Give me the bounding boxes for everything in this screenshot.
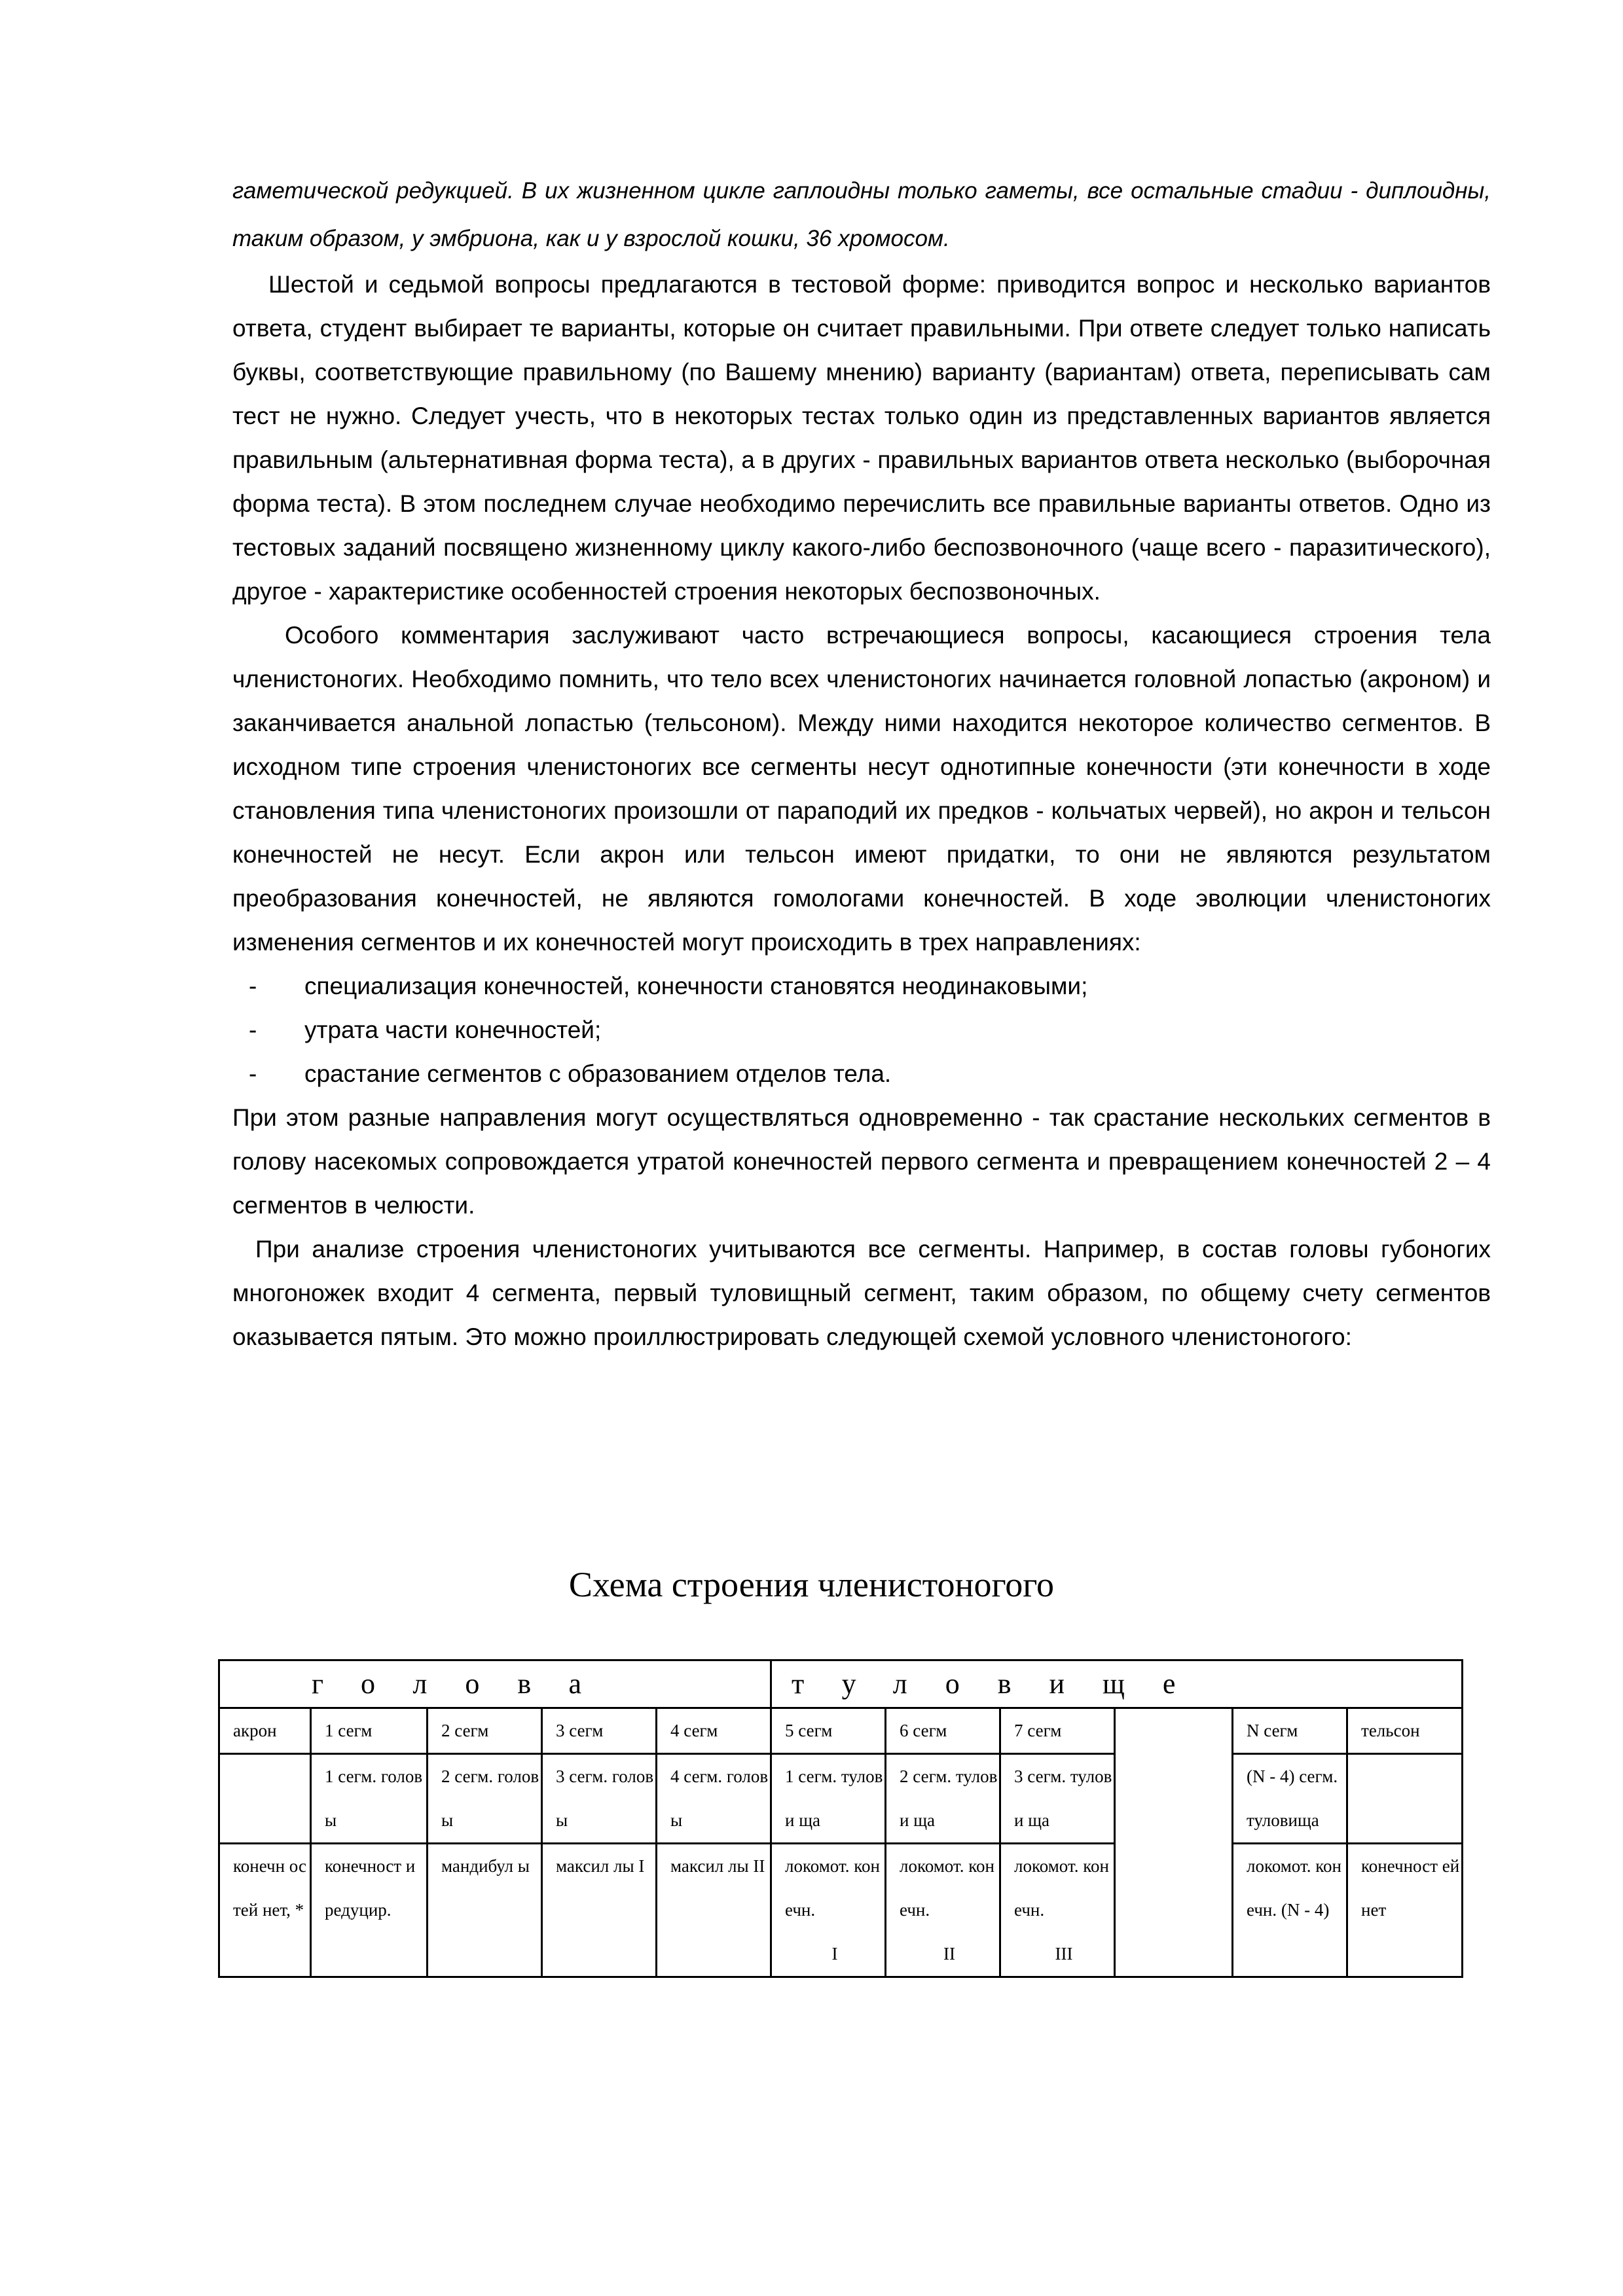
list-item — [232, 1008, 1491, 1052]
table-row-sections — [219, 1660, 1463, 1708]
table-cell: конечн остей нет, * — [219, 1844, 311, 1977]
list-item — [232, 964, 1491, 1008]
table-cell — [219, 1754, 311, 1844]
list-item — [232, 1052, 1491, 1096]
directions-list — [232, 964, 1491, 1096]
paragraph-tests: Шестой и седьмой вопросы предлагаются в тестовой форме: приводится вопрос и несколько вариантов ответа, студент выбирает те варианты, которые он считает правильными. При ответе следует только написать буквы, соответствующие правильному (по Вашему мнению) варианту (вариантам) ответа, переписывать сам тест не нужно. Следует учесть, что в некоторых тестах только один из представленных вариантов является правильным (альтернативная форма теста), а в других - правильных вариантов ответа несколько (выборочная форма теста). В этом последнем случае необходимо перечислить все правильные варианты ответов. Одно из тестовых заданий посвящено жизненному циклу какого-либо беспозвоночного (чаще всего - паразитического), другое - характеристике особенностей строения некоторых беспозвоночных. — [232, 271, 1491, 605]
table-cell: 1 сегм. головы — [311, 1754, 428, 1844]
table-cell: 7 сегм — [1000, 1708, 1115, 1754]
table-cell: акрон — [219, 1708, 311, 1754]
paragraph-intro: гаметической редукцией. В их жизненном цикле гаплоидны только гаметы, все остальные стадии - диплоидны, таким образом, у эмбриона, как и у взрослой кошки, 36 хромосом. — [232, 178, 1491, 251]
list-item-text: срастание сегментов с образованием отделов тела. — [304, 1060, 892, 1087]
table-cell: тельсон — [1347, 1708, 1463, 1754]
scheme-table — [218, 1659, 1463, 1978]
table-cell: локомот. конечн. (N - 4) — [1233, 1844, 1347, 1977]
table-cell: 2 сегм. головы — [428, 1754, 542, 1844]
table-cell: 3 сегм — [542, 1708, 657, 1754]
list-dash: - — [249, 973, 257, 999]
table-cell: 3 сегм. головы — [542, 1754, 657, 1844]
cell-text: локомот. конечн. — [1014, 1856, 1109, 1920]
table-cell — [1347, 1754, 1463, 1844]
scheme-title: Схема строения членистоногого — [568, 1565, 1055, 1604]
table-cell: 4 сегм — [657, 1708, 771, 1754]
table-cell: 1 сегм — [311, 1708, 428, 1754]
table-cell: N сегм — [1233, 1708, 1347, 1754]
table-row-limbs — [219, 1844, 1463, 1977]
table-cell — [886, 1844, 1000, 1977]
table-cell: 2 сегм. тулови ща — [886, 1754, 1000, 1844]
table-row-names — [219, 1754, 1463, 1844]
head-section-label: голова — [219, 1660, 771, 1708]
table-cell — [1000, 1844, 1115, 1977]
table-gap-cell — [1115, 1708, 1233, 1977]
table-cell: 3 сегм. тулови ща — [1000, 1754, 1115, 1844]
table-cell: 1 сегм. тулови ща — [771, 1754, 886, 1844]
cell-text: локомот. конечн. — [785, 1856, 880, 1920]
table-cell: конечност ей нет — [1347, 1844, 1463, 1977]
table-cell: 4 сегм. головы — [657, 1754, 771, 1844]
list-item-text: утрата части конечностей; — [304, 1016, 602, 1043]
table-row-segments — [219, 1708, 1463, 1754]
table-cell: мандибул ы — [428, 1844, 542, 1977]
paragraph-analysis: При анализе строения членистоногих учитываются все сегменты. Например, в состав головы губоногих многоножек входит 4 сегмента, первый туловищный сегмент, таким образом, по общему счету сегментов оказывается пятым. Это можно проиллюстрировать следующей схемой условного членистоногого: — [232, 1236, 1491, 1350]
list-dash: - — [249, 1060, 257, 1087]
table-cell: 6 сегм — [886, 1708, 1000, 1754]
body-text — [232, 167, 1491, 1359]
trunk-section-label: туловище — [771, 1660, 1463, 1708]
table-cell — [771, 1844, 886, 1977]
table-cell: 2 сегм — [428, 1708, 542, 1754]
table-cell: 5 сегм — [771, 1708, 886, 1754]
cell-roman-numeral: II — [943, 1944, 955, 1964]
table-cell: конечност и редуцир. — [311, 1844, 428, 1977]
table-cell: максил лы II — [657, 1844, 771, 1977]
cell-roman-numeral: I — [831, 1944, 838, 1964]
table-cell: (N - 4) сегм. туловища — [1233, 1754, 1347, 1844]
paragraph-simultaneous: При этом разные направления могут осуществляться одновременно - так срастание нескольких сегментов в голову насекомых сопровождается утратой конечностей первого сегмента и превращением конечностей 2 – 4 сегментов в челюсти. — [232, 1104, 1491, 1219]
table-cell: максил лы I — [542, 1844, 657, 1977]
cell-roman-numeral: III — [1055, 1944, 1073, 1964]
list-dash: - — [249, 1016, 257, 1043]
cell-text: локомот. конечн. — [900, 1856, 994, 1920]
paragraph-arthropods: Особого комментария заслуживают часто встречающиеся вопросы, касающиеся строения тела членистоногих. Необходимо помнить, что тело всех членистоногих начинается головной лопастью (акроном) и заканчивается анальной лопастью (тельсоном). Между ними находится некоторое количество сегментов. В исходном типе строения членистоногих все сегменты несут однотипные конечности (эти конечности в ходе становления типа членистоногих произошли от параподий их предков - кольчатых червей), но акрон и тельсон конечностей не несут. Если акрон или тельсон имеют придатки, то они не являются результатом преобразования конечностей, не являются гомологами конечностей. В ходе эволюции членистоногих изменения сегментов и их конечностей могут происходить в трех направлениях: — [232, 622, 1491, 956]
list-item-text: специализация конечностей, конечности становятся неодинаковыми; — [304, 973, 1088, 999]
